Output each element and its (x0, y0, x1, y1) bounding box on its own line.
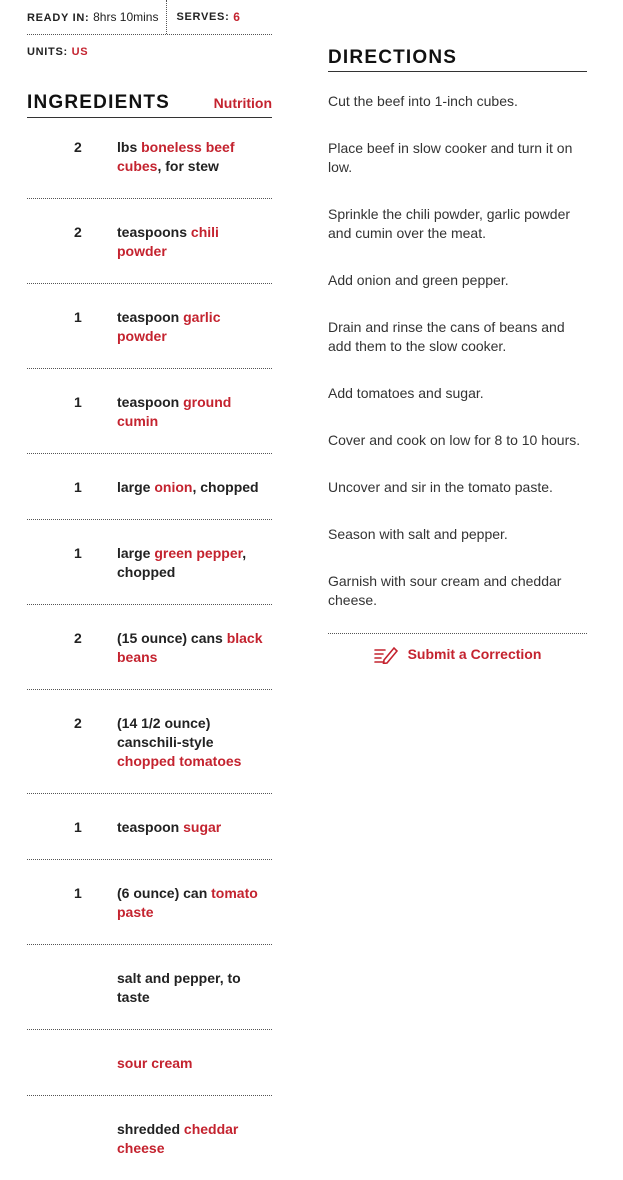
ingredient-description (117, 1120, 272, 1158)
ready-in-label: READY IN: (27, 12, 90, 24)
ingredient-text: large (117, 545, 155, 561)
units-value[interactable]: US (71, 46, 89, 58)
serves-value[interactable]: 6 (233, 10, 240, 24)
ingredient-description (117, 969, 272, 1007)
ingredient-description (117, 714, 272, 771)
ingredient-description (117, 1054, 272, 1073)
ingredient-row (27, 472, 272, 520)
ingredient-description (117, 308, 272, 346)
ingredient-text: teaspoon (117, 309, 184, 325)
ready-in-value: 8hrs 10mins (93, 10, 159, 24)
ingredient-link[interactable]: garlic powder (117, 309, 221, 344)
recipe-meta (27, 0, 272, 35)
ingredient-row (27, 538, 272, 605)
ingredient-text: (14 1/2 ounce) canschili-style (117, 715, 214, 750)
units (27, 46, 272, 58)
ingredient-link[interactable]: black beans (117, 630, 263, 665)
ingredient-link[interactable]: sour cream (117, 1055, 193, 1071)
direction-step: Add tomatoes and sugar. (328, 385, 484, 401)
ingredient-quantity: 1 (74, 394, 82, 410)
pencil-lines-icon (374, 644, 398, 664)
direction-step: Uncover and sir in the tomato paste. (328, 479, 553, 495)
ingredient-quantity (27, 1054, 117, 1073)
ingredient-row (27, 217, 272, 284)
directions-title: DIRECTIONS (328, 47, 587, 72)
direction-step: Garnish with sour cream and cheddar cheese. (328, 573, 562, 608)
serves-label: SERVES: (176, 11, 230, 23)
correction-section (328, 633, 587, 669)
ingredient-text: , chopped (192, 479, 259, 495)
serves (166, 0, 239, 34)
direction-step: Add onion and green pepper. (328, 272, 509, 288)
ingredient-link[interactable]: cheddar cheese (117, 1121, 239, 1156)
ingredient-row (27, 387, 272, 454)
ingredient-description (117, 818, 272, 837)
direction-step: Sprinkle the chili powder, garlic powder and cumin over the meat. (328, 206, 571, 241)
units-label: UNITS: (27, 46, 68, 58)
ingredients-list (27, 132, 272, 1180)
ingredient-quantity: 2 (74, 139, 82, 155)
ingredient-quantity: 2 (74, 224, 82, 240)
ingredient-quantity (27, 1120, 117, 1158)
ingredient-text: shredded (117, 1121, 184, 1137)
ingredient-row (27, 623, 272, 690)
ingredient-row (27, 132, 272, 199)
ingredient-quantity (27, 969, 117, 1007)
direction-step: Drain and rinse the cans of beans and add them to the slow cooker. (328, 319, 565, 354)
ingredient-quantity: 1 (74, 545, 82, 561)
direction-step: Cut the beef into 1-inch cubes. (328, 93, 518, 109)
direction-step: Place beef in slow cooker and turn it on low. (328, 140, 573, 175)
ingredient-description (117, 884, 272, 922)
ingredient-quantity: 1 (74, 885, 82, 901)
submit-correction-label: Submit a Correction (407, 646, 542, 662)
ingredients-title: INGREDIENTS (27, 92, 171, 113)
left-column (27, 0, 272, 1180)
ingredient-quantity: 2 (74, 630, 82, 646)
ingredient-description (117, 629, 272, 667)
ingredient-row (27, 1048, 272, 1096)
ingredient-text: lbs (117, 139, 142, 155)
ingredient-quantity: 1 (74, 479, 82, 495)
ingredient-text: teaspoon (117, 394, 184, 410)
direction-step: Cover and cook on low for 8 to 10 hours. (328, 432, 581, 448)
ingredient-text: (6 ounce) can (117, 885, 212, 901)
ingredient-link[interactable]: sugar (183, 819, 222, 835)
ingredient-link[interactable]: green pepper (154, 545, 243, 561)
ingredient-quantity: 2 (74, 715, 82, 731)
ready-in (27, 10, 166, 24)
ingredient-text: teaspoons (117, 224, 191, 240)
right-column (328, 0, 587, 669)
ingredient-link[interactable]: chili powder (117, 224, 219, 259)
ingredient-text: salt and pepper, to taste (117, 970, 241, 1005)
ingredient-quantity: 1 (74, 309, 82, 325)
ingredient-description (117, 544, 272, 582)
ingredient-row (27, 878, 272, 945)
ingredient-row (27, 1114, 272, 1180)
ingredient-description (117, 223, 272, 261)
ingredient-text: , chopped (117, 545, 247, 580)
ingredient-link[interactable]: boneless beef cubes (117, 139, 235, 174)
ingredient-link[interactable]: onion (154, 479, 193, 495)
ingredient-description (117, 393, 272, 431)
ingredient-row (27, 302, 272, 369)
submit-correction-button[interactable] (374, 644, 542, 664)
ingredient-row (27, 708, 272, 794)
ingredients-header (27, 92, 272, 118)
ingredient-row (27, 963, 272, 1030)
ingredient-link[interactable]: ground cumin (117, 394, 232, 429)
ingredient-link[interactable]: chopped tomatoes (117, 753, 242, 769)
ingredient-link[interactable]: tomato paste (117, 885, 258, 920)
ingredient-description (117, 478, 272, 497)
directions-list (328, 92, 587, 610)
ingredient-text: large (117, 479, 155, 495)
ingredient-text: teaspoon (117, 819, 184, 835)
direction-step: Season with salt and pepper. (328, 526, 508, 542)
ingredient-quantity: 1 (74, 819, 82, 835)
ingredient-text: , for stew (157, 158, 219, 174)
ingredient-text: (15 ounce) cans (117, 630, 227, 646)
ingredient-row (27, 812, 272, 860)
nutrition-link[interactable]: Nutrition (213, 95, 272, 111)
ingredient-description (117, 138, 272, 176)
